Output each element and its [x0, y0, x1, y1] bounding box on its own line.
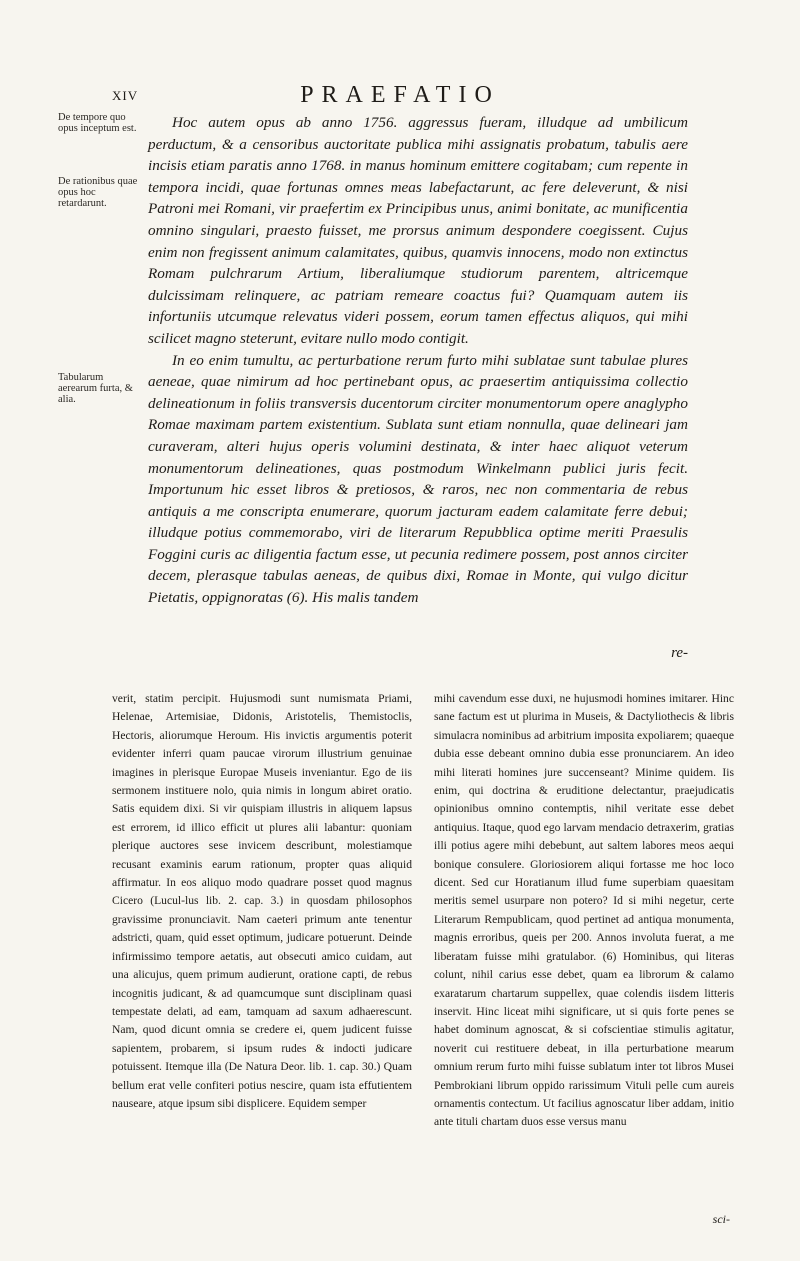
page-header: [0, 82, 800, 112]
footnote-column-left: [112, 690, 412, 1113]
catchword-main: re-: [671, 645, 688, 661]
main-paragraph: In eo enim tumultu, ac perturbatione rerum furto mihi sublatae sunt tabulae plures aeneae, quae nimirum ad hoc pertinebant opus, ac praesertim antiquissima collectio delineationum in foliis transversis ducentorum circiter monumentorum opere anaglypho Romae maximam partem existentium. Sublata sunt etiam nonnulla, quae delineari jam curaveram, alteri hujus operis volumini destinata, & inter haec aliquot veterum monumentorum delineationes, quas postmodum Winkelmann publici juris fecit. Importunum hic esset libros & pretiosos, & raros, nec non commentaria de rebus antiquis a me conscripta enumerare, quorum jacturam eadem calamitate ferre debui; illudque potius commemorabo, viri de literarum Repubblica optime meriti Praesulis Foggini curis ac diligentia factum esse, ut pecunia redimere possem, post annos circiter decem, plerasque tabulas aeneas, de quibus dixi, Romae in Monte, qui vulgo dicitur Pietatis, oppignoratas (6). His malis tandem: [148, 351, 688, 607]
footnote-text: verit, statim percipit. Hujusmodi sunt numismata Priami, Helenae, Artemisiae, Didonis, Aristotelis, Themistoclis, Hectoris, aliorumque Heroum. His invictis argumentis poterit evidenter inferri quam paucae virorum illustrium genuinae imagines in plerisque Europae Museis inveniantur. Ego de iis sermonem instituere nolo, quia nimis in longum abiret oratio. Satis equidem dixi. Si vir quispiam illustris in aliquem lapsus est errorem, id illico efficit ut plures alii labantur: quoniam plerique auctores sese invicem describunt, molestiamque recusant examinis earum rationum, propter quas aliquid affirmatur. In eos aliquo modo quadrare posset quod magnus Cicero (Lucul-lus lib. 2. cap. 3.) in quosdam philosophos gravissime pronunciavit. Nam caeteri primum ante tenentur adstricti, quam, quid esset optimum, judicare potuerunt. Deinde infirmissimo tempore aetatis, aut obsecuti amico cuidam, aut una alicujus, quem primum audierunt, oratione capti, de rebus incognitis judicant, & ad quamcumque sunt disciplinam quasi tempestate delati, ad eam, tamquam ad saxum adhaerescunt. Nam, quod dicunt omnia se credere ei, quem judicent fuisse sapientem, probarem, si ipsum rudes & indocti judicare potuissent. Itemque illa (De Natura Deor. lib. 1. cap. 30.) Quam bellum erat velle confiteri potius nescire, quam ista effutientem nauseare, atque ipsum sibi displicere. Equidem semper: [112, 692, 412, 1110]
footnote-text: mihi cavendum esse duxi, ne hujusmodi homines imitarer. Hinc sane factum est ut plurima in Museis, & Dactyliothecis & libris simulacra nominibus ad arbitrium imposita expoliarem; quaeque dubia esse debeant omnino dubia esse pronunciarem. An ideo mihi literati homines jure succenseant? Minime quidem. Iis enim, qui doctrina & eruditione delectantur, praejudicatis opinionibus omnino contemptis, nihil veritate esse debet antiquius. Itaque, quod ego larvam mendacio detraxerim, gratias illi potius agere mihi debebunt, aut saltem labores meos aequi bonique consulere. Gloriosiorem aliqui fortasse me hoc loco dicent. Sed cur Horatianum illud fume superbiam quaesitam meritis semel usurpare non potero? Id si mihi negetur, certe Literarum Rempublicam, quod pertinet ad antiqua monumenta, magnis erroribus, queis per 200. Annos involuta fuerat, a me liberatam fuisse mihi gratulabor. (6) Hominibus, qui literas colunt, nihil carius esse debet, quam ea librorum & calamo exaratarum chartarum suppellex, quae colendis iisdem litteris inservit. Hinc liceat mihi significare, ut si quis forte penes se habet dominum agnoscat, & si cofscientiae stimulis agitatur, noverit cui restituere debeat, in illa perturbatione mearum omnium rerum furto mihi fuisse sublatum inter tot libros Musei Pembrokiani librum oppido rarissimum Vituli pelle cum aureis ornamentis contectum. Ut facilius agnoscatur liber addam, initio ante tituli chartam duos esse versus manu: [434, 692, 734, 1129]
margin-note-rationibus: De rationibus quae opus hoc retardarunt.: [58, 176, 138, 209]
margin-note-tabularum: Tabularum aerearum furta, & alia.: [58, 372, 133, 405]
main-paragraph: Hoc autem opus ab anno 1756. aggressus fueram, illudque ad umbilicum perductum, & a censoribus auctoritate publica mihi assignatis probatum, tabulis aere incisis etiam paratis anno 1768. in manus hominum emittere cogitabam; cum repente in tempora incidi, quae fortunas omnes meas labefactarunt, ac fere deleverunt, & nisi Patroni mei Romani, vir praefertim ex Principibus unus, animi bonitate, ac munificentia omnino singulari, praesto fuisset, me prorsus animum despondere coegissent. Cujus enim non fregissent animum calamitates, quibus, quamvis innocens, modo non extinctus Romam pulchrarum Artium, liberaliumque studiorum parentem, altricemque dulcissimam relinquere, ac patriam remeare coactus fui? Quamquam autem iis infortuniis utcumque relevatus videri possem, eorum tamen effectus aliquos, qui mihi scilicet magno steterunt, evitare nullo modo contigit.: [148, 114, 688, 347]
margin-note-tempore: De tempore quo opus inceptum est.: [58, 112, 137, 134]
page-title: PRAEFATIO: [300, 82, 500, 108]
footnote-column-right: [434, 690, 734, 1132]
main-text: [148, 112, 688, 609]
catchword-footnote: sci-: [712, 1212, 730, 1226]
page-number: XIV: [112, 88, 139, 103]
footnotes: [112, 690, 732, 1210]
